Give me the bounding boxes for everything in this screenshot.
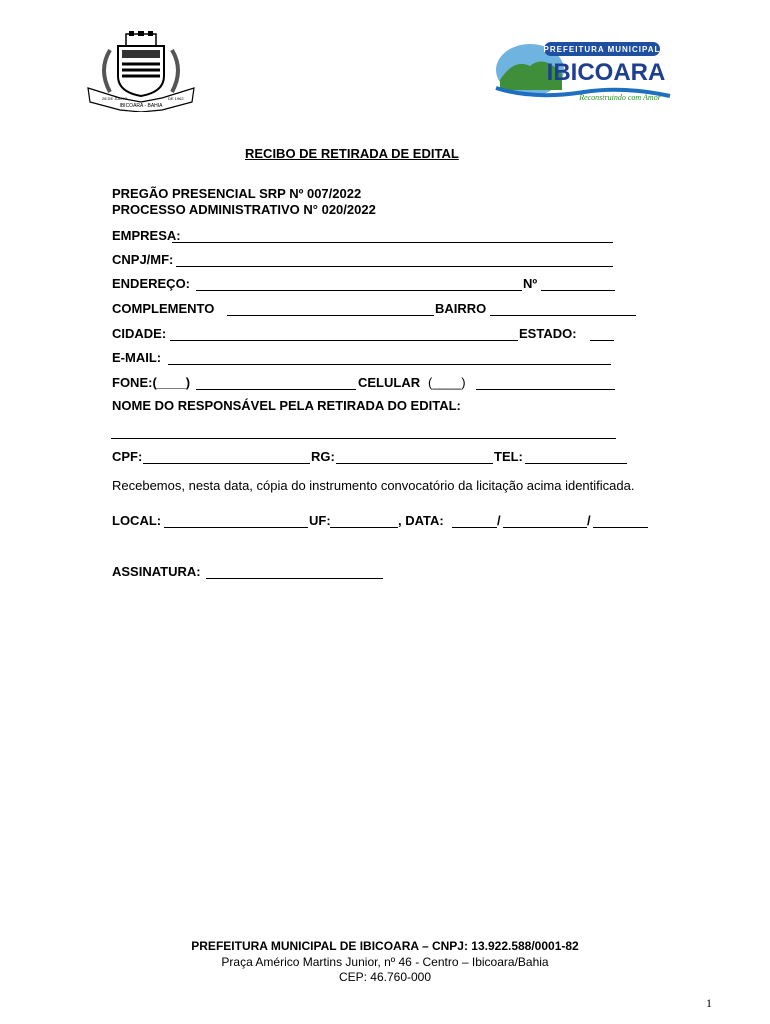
complemento-field[interactable] xyxy=(227,315,434,316)
assinatura-field[interactable] xyxy=(206,578,383,579)
prefeitura-logo xyxy=(494,40,676,106)
complemento-label: COMPLEMENTO xyxy=(112,301,215,316)
estado-field[interactable] xyxy=(590,340,614,341)
seal-ribbon-text: IBICOARA - BAHIA xyxy=(119,103,163,109)
page-number: 1 xyxy=(706,996,712,1010)
empresa-label: EMPRESA: xyxy=(112,228,181,243)
endereco-field[interactable] xyxy=(196,290,522,291)
fone-field[interactable] xyxy=(196,389,356,390)
seal-ribbon-right: DE 1962 xyxy=(168,96,184,101)
municipal-seal xyxy=(80,30,202,112)
celular-label: CELULAR xyxy=(358,375,421,390)
receipt-statement: Recebemos, nesta data, cópia do instrumento convocatório da licitação acima identificada. xyxy=(112,478,635,493)
day-field[interactable] xyxy=(452,527,497,528)
date-slash-2: / xyxy=(587,513,591,528)
processo-label: PROCESSO ADMINISTRATIVO N° 020/2022 xyxy=(112,202,376,217)
responsavel-field[interactable] xyxy=(111,438,616,439)
cnpj-label: CNPJ/MF: xyxy=(112,252,174,267)
date-slash-1: / xyxy=(497,513,501,528)
cidade-label: CIDADE: xyxy=(112,326,167,341)
rg-label: RG: xyxy=(311,449,335,464)
email-field[interactable] xyxy=(168,364,611,365)
email-label: E-MAIL: xyxy=(112,350,162,365)
fone-label: FONE:(____) xyxy=(112,375,191,390)
logo-top-text: PREFEITURA MUNICIPAL xyxy=(543,45,661,54)
assinatura-label: ASSINATURA: xyxy=(112,564,201,579)
logo-name-text: IBICOARA xyxy=(546,59,666,86)
empresa-field[interactable] xyxy=(172,242,613,243)
cnpj-field[interactable] xyxy=(176,266,613,267)
numero-field[interactable] xyxy=(541,290,615,291)
responsavel-label: NOME DO RESPONSÁVEL PELA RETIRADA DO EDITAL: xyxy=(112,398,461,413)
local-field[interactable] xyxy=(164,527,308,528)
bairro-field[interactable] xyxy=(490,315,636,316)
footer-line-1: PREFEITURA MUNICIPAL DE IBICOARA – CNPJ: 13.922.588/0001-82 xyxy=(191,939,579,953)
cidade-field[interactable] xyxy=(170,340,518,341)
uf-field[interactable] xyxy=(330,527,398,528)
uf-label: UF: xyxy=(309,513,331,528)
page-title: RECIBO DE RETIRADA DE EDITAL xyxy=(245,146,459,161)
footer-line-3: CEP: 46.760-000 xyxy=(338,970,432,984)
cpf-field[interactable] xyxy=(143,463,310,464)
endereco-label: ENDEREÇO: xyxy=(112,276,191,291)
logo-slogan-text: Reconstruindo com Amor xyxy=(579,93,661,102)
seal-ribbon-left: 28 DE JULHO xyxy=(102,96,128,101)
month-field[interactable] xyxy=(503,527,587,528)
data-label: , DATA: xyxy=(398,513,444,528)
footer-line-2: Praça Américo Martins Junior, nº 46 - Centro – Ibicoara/Bahia xyxy=(221,955,549,969)
numero-label: Nº xyxy=(523,276,538,291)
pregao-label: PREGÃO PRESENCIAL SRP Nº 007/2022 xyxy=(112,186,362,201)
bairro-label: BAIRRO xyxy=(435,301,487,316)
tel-field[interactable] xyxy=(525,463,627,464)
local-label: LOCAL: xyxy=(112,513,162,528)
rg-field[interactable] xyxy=(336,463,493,464)
tel-label: TEL: xyxy=(494,449,523,464)
year-field[interactable] xyxy=(593,527,648,528)
cpf-label: CPF: xyxy=(112,449,143,464)
celular-ddd: (____) xyxy=(428,375,466,390)
celular-field[interactable] xyxy=(476,389,615,390)
estado-label: ESTADO: xyxy=(519,326,577,341)
